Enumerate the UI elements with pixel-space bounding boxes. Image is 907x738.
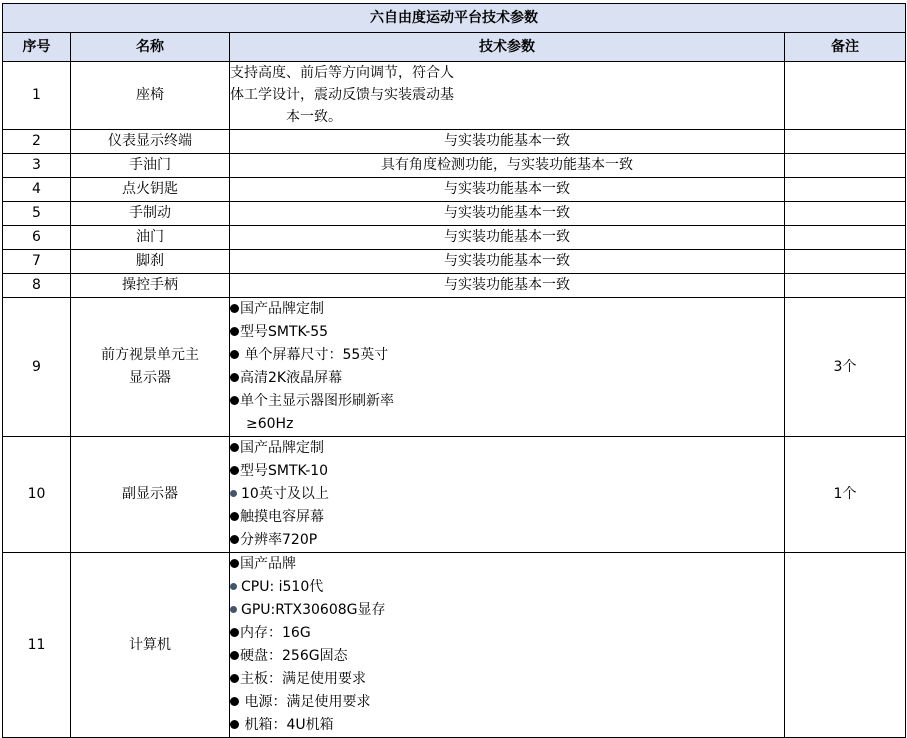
bullet-text: 型号SMTK-10 xyxy=(240,463,329,479)
bullet-icon xyxy=(230,651,239,660)
row-params xyxy=(230,62,785,130)
row-remark xyxy=(785,274,906,298)
row-remark xyxy=(785,62,906,130)
bullet-icon xyxy=(230,490,237,497)
row-name xyxy=(71,298,230,437)
row-no: 1 xyxy=(3,62,71,130)
bullet-text: 主板：满足使用要求 xyxy=(240,671,366,687)
row-no: 4 xyxy=(3,178,71,202)
row-name: 手油门 xyxy=(71,154,230,178)
spec-table xyxy=(2,3,906,738)
bullet-text: 内存：16G xyxy=(240,625,311,641)
row-no: 2 xyxy=(3,130,71,154)
bullet-text: 触摸电容屏幕 xyxy=(240,509,324,525)
row-remark: 1个 xyxy=(785,437,906,553)
table-row xyxy=(3,62,906,130)
bullet-icon xyxy=(230,535,239,544)
table-title: 六自由度运动平台技术参数 xyxy=(3,4,906,33)
row-remark xyxy=(785,226,906,250)
table-row xyxy=(3,298,906,437)
row-no: 7 xyxy=(3,250,71,274)
bullet-icon xyxy=(230,674,239,683)
row-params: 具有角度检测功能，与实装功能基本一致 xyxy=(230,154,785,178)
bullet-icon xyxy=(230,443,239,452)
bullet-continuation: ≥60Hz xyxy=(246,416,294,432)
header-name: 名称 xyxy=(71,33,230,62)
params-line: 本一致。 xyxy=(286,109,342,125)
bullet-icon xyxy=(230,512,239,521)
bullet-icon xyxy=(230,559,239,568)
params-line: 支持高度、前后等方向调节，符合人 xyxy=(230,65,454,81)
row-name: 脚刹 xyxy=(71,250,230,274)
row-params xyxy=(230,437,785,553)
bullet-text: 单个屏幕尺寸：55英寸 xyxy=(240,347,389,363)
row-remark xyxy=(785,130,906,154)
table-row xyxy=(3,437,906,553)
bullet-text: 高清2K液晶屏幕 xyxy=(240,370,343,386)
row-name: 手制动 xyxy=(71,202,230,226)
bullet-icon xyxy=(230,720,239,729)
row-no: 6 xyxy=(3,226,71,250)
row-name: 计算机 xyxy=(71,553,230,738)
bullet-icon xyxy=(230,373,239,382)
row-no: 8 xyxy=(3,274,71,298)
bullet-icon xyxy=(230,350,239,359)
bullet-icon xyxy=(230,304,239,313)
table-row xyxy=(3,226,906,250)
bullet-icon xyxy=(230,396,239,405)
name-line: 前方视景单元主 xyxy=(101,347,199,363)
bullet-icon xyxy=(230,327,239,336)
row-no: 10 xyxy=(3,437,71,553)
row-no: 3 xyxy=(3,154,71,178)
bullet-text: 电源：满足使用要求 xyxy=(240,694,371,710)
row-name: 座椅 xyxy=(71,62,230,130)
table-row xyxy=(3,274,906,298)
row-remark xyxy=(785,553,906,738)
row-name: 仪表显示终端 xyxy=(71,130,230,154)
bullet-text: 机箱：4U机箱 xyxy=(240,717,334,733)
params-line: 体工学设计，震动反馈与实装震动基 xyxy=(230,87,454,103)
bullet-icon xyxy=(230,628,239,637)
row-remark xyxy=(785,154,906,178)
row-params: 与实装功能基本一致 xyxy=(230,250,785,274)
bullet-text: 国产品牌 xyxy=(240,556,296,572)
row-name: 副显示器 xyxy=(71,437,230,553)
bullet-text: 国产品牌定制 xyxy=(240,301,324,317)
row-params: 与实装功能基本一致 xyxy=(230,226,785,250)
table-row xyxy=(3,553,906,738)
row-name: 点火钥匙 xyxy=(71,178,230,202)
bullet-text: GPU:RTX30608G显存 xyxy=(241,602,386,618)
row-no: 11 xyxy=(3,553,71,738)
row-params: 与实装功能基本一致 xyxy=(230,130,785,154)
table-row xyxy=(3,178,906,202)
row-no: 9 xyxy=(3,298,71,437)
bullet-text: 国产品牌定制 xyxy=(240,440,324,456)
header-params: 技术参数 xyxy=(230,33,785,62)
row-params: 与实装功能基本一致 xyxy=(230,274,785,298)
table-row xyxy=(3,202,906,226)
bullet-icon xyxy=(230,697,239,706)
row-remark xyxy=(785,178,906,202)
bullet-text: 分辨率720P xyxy=(240,532,318,548)
name-line: 显示器 xyxy=(129,370,171,386)
header-remark: 备注 xyxy=(785,33,906,62)
bullet-text: 型号SMTK-55 xyxy=(240,324,329,340)
row-params: 与实装功能基本一致 xyxy=(230,178,785,202)
row-params xyxy=(230,553,785,738)
bullet-text: 10英寸及以上 xyxy=(241,486,329,502)
row-remark xyxy=(785,250,906,274)
row-name: 操控手柄 xyxy=(71,274,230,298)
row-remark xyxy=(785,202,906,226)
bullet-icon xyxy=(230,606,237,613)
bullet-icon xyxy=(230,466,239,475)
row-name: 油门 xyxy=(71,226,230,250)
table-row xyxy=(3,130,906,154)
bullet-icon xyxy=(230,583,237,590)
header-no: 序号 xyxy=(3,33,71,62)
row-params xyxy=(230,298,785,437)
bullet-text: 单个主显示器图形刷新率 xyxy=(240,393,394,409)
row-remark: 3个 xyxy=(785,298,906,437)
row-no: 5 xyxy=(3,202,71,226)
table-row xyxy=(3,250,906,274)
table-row xyxy=(3,154,906,178)
bullet-text: CPU: i510代 xyxy=(241,579,324,595)
bullet-text: 硬盘：256G固态 xyxy=(240,648,348,664)
row-params: 与实装功能基本一致 xyxy=(230,202,785,226)
